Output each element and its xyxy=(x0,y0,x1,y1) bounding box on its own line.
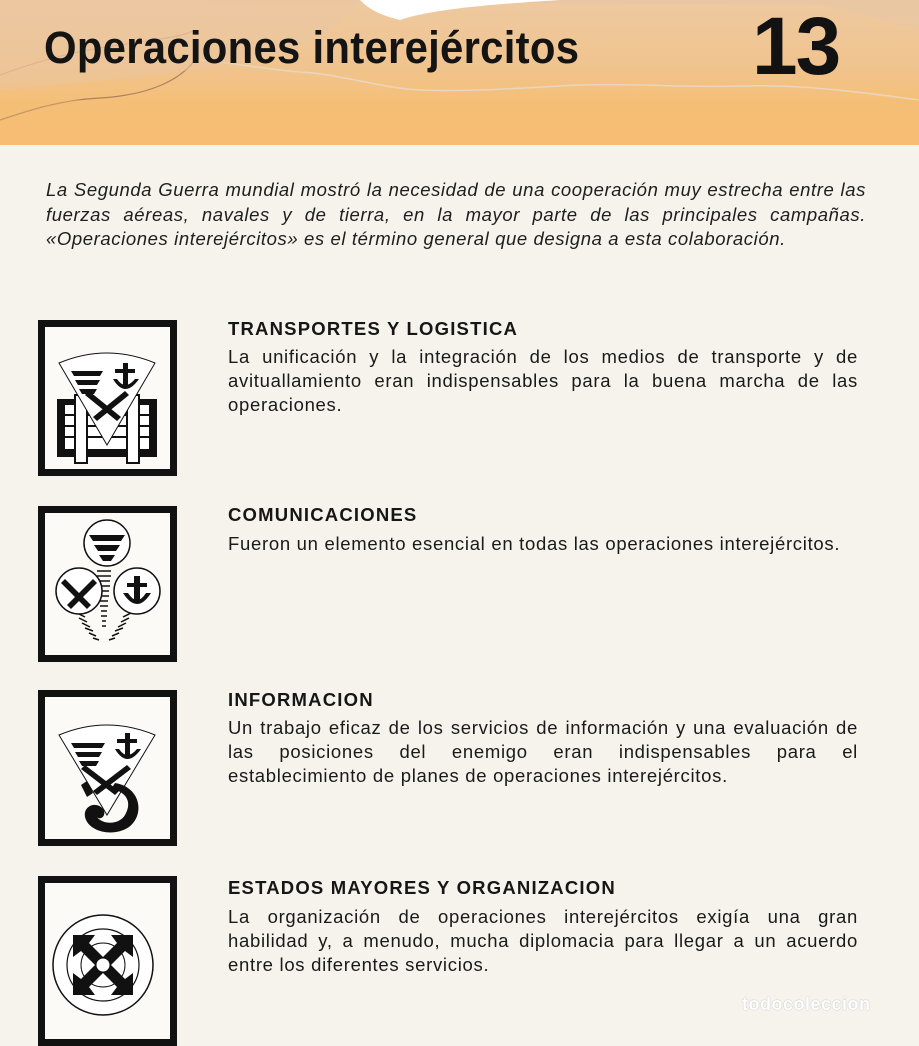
section-body: Un trabajo eficaz de los servicios de información y una evaluación de las posiciones del enemigo eran indispensables para el establecimiento de planes de operaciones interejércitos. xyxy=(228,717,858,786)
section-title: COMUNICACIONES xyxy=(228,504,418,525)
section-title: ESTADOS MAYORES Y ORGANIZACION xyxy=(228,877,616,898)
communications-icon xyxy=(38,506,177,662)
intro-paragraph: La Segunda Guerra mundial mostró la necesidad de una cooperación muy estrecha entre las fuerzas aéreas, navales y de tierra, en la mayor parte de las principales campañas. «Operaciones interejércitos» es el término general que designa a esta colaboración. xyxy=(46,179,866,249)
section-title: INFORMACION xyxy=(228,689,374,710)
watermark: todocoleccion xyxy=(742,994,871,1014)
staff-organization-icon xyxy=(38,876,177,1046)
section-body: Fueron un elemento esencial en todas las operaciones interejércitos. xyxy=(228,533,841,554)
section-body: La organización de operaciones interejércitos exigía una gran habilidad y, a menudo, mucha diplomacia para llegar a un acuerdo entre los diferentes servicios. xyxy=(228,906,858,975)
section-title: TRANSPORTES Y LOGISTICA xyxy=(228,318,519,339)
information-icon xyxy=(38,690,177,846)
card-number: 13 xyxy=(752,1,840,92)
transport-logistics-icon xyxy=(38,320,177,476)
header-band xyxy=(0,0,919,145)
section-body: La unificación y la integración de los medios de transporte y de avituallamiento eran indispensables para la buena marcha de las operaciones. xyxy=(228,346,858,415)
page-title: Operaciones interejércitos xyxy=(44,22,580,73)
